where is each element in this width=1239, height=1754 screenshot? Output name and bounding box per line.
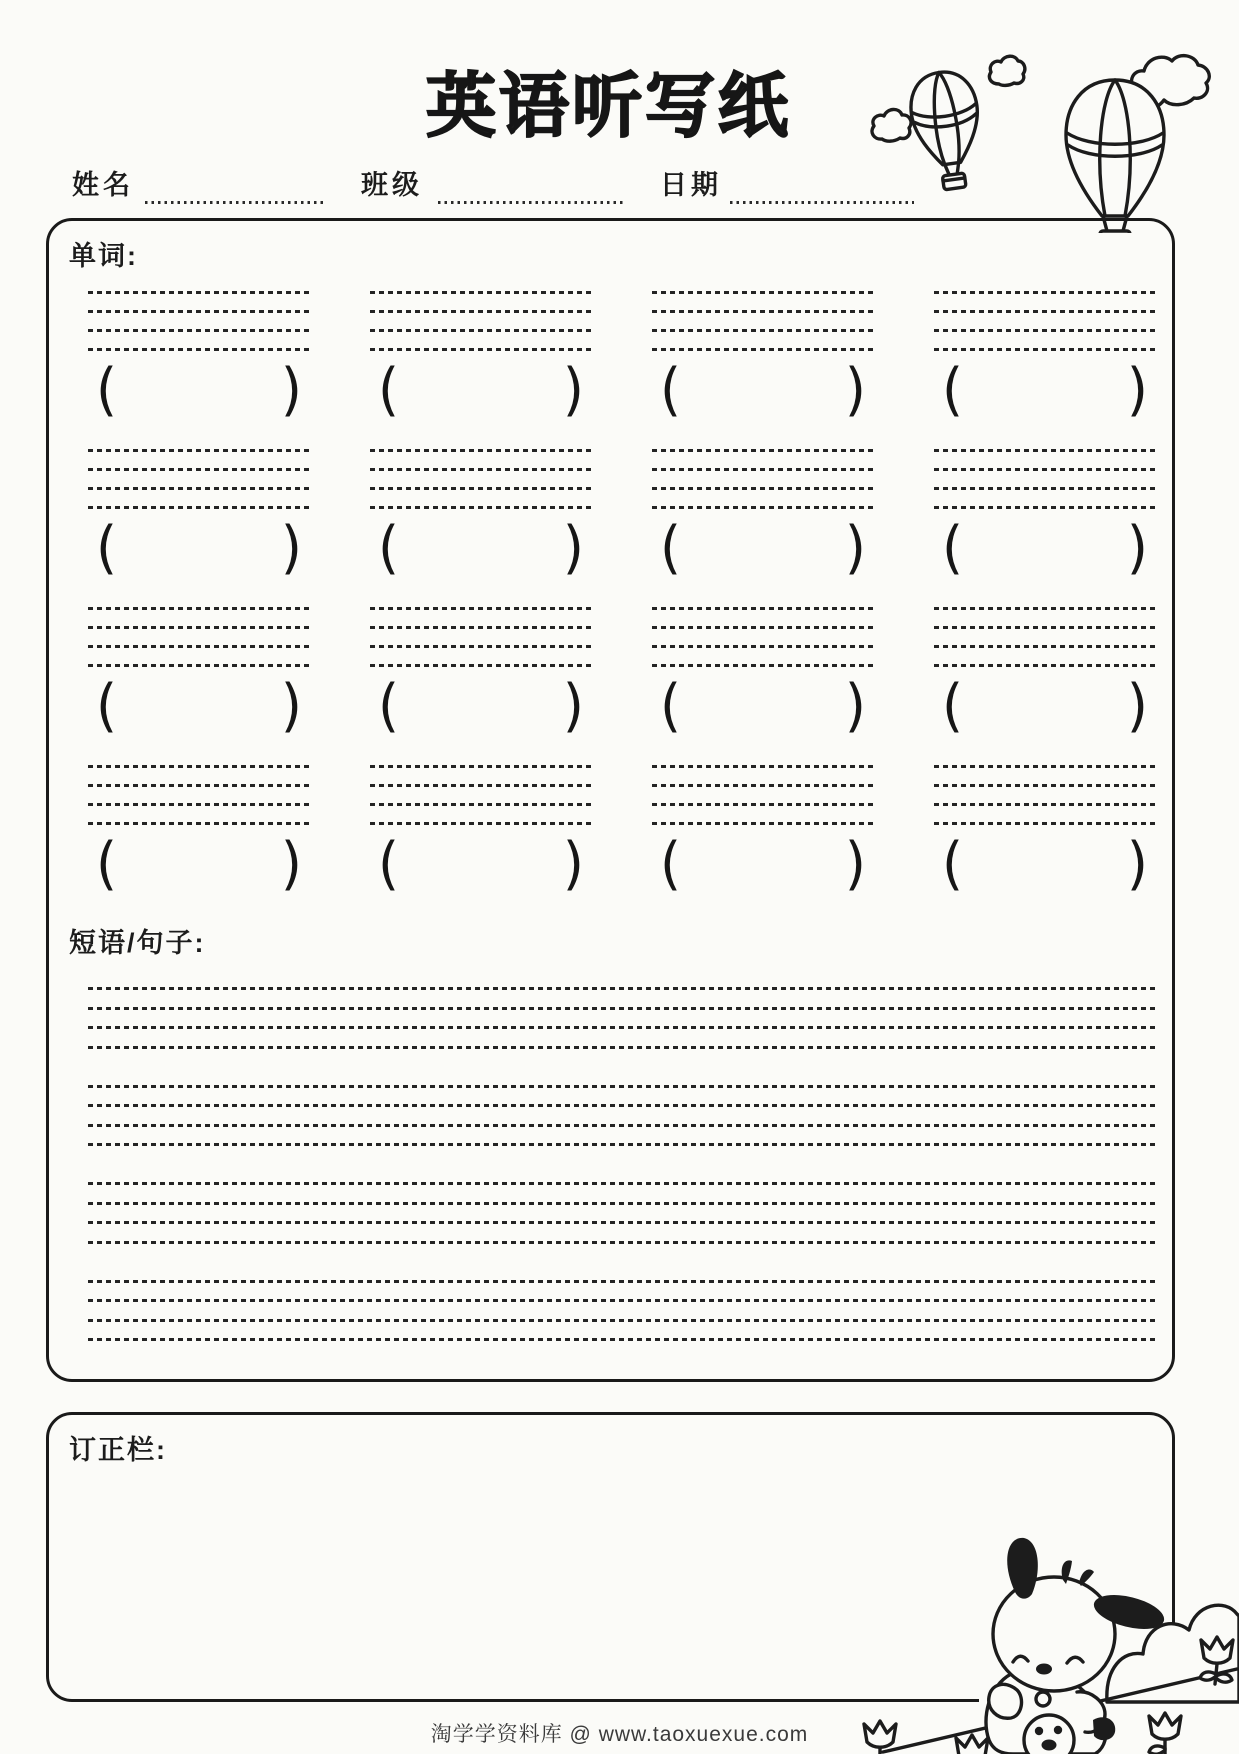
date-label: 日期 [660, 170, 722, 200]
word-check-parens [88, 356, 310, 423]
words-section-label: 单词: [69, 241, 138, 271]
footer-credit: 淘学学资料库 @ www.taoxuexue.com [430, 1723, 809, 1746]
word-writing-line [652, 291, 874, 294]
open-paren: ( [378, 356, 400, 423]
open-paren: ( [660, 672, 682, 739]
open-paren: ( [942, 356, 964, 423]
word-writing-line [370, 468, 592, 471]
phrase-writing-group [88, 987, 1157, 1049]
word-writing-line [88, 506, 310, 509]
word-writing-line [88, 664, 310, 667]
word-cell [934, 291, 1156, 423]
word-writing-line [934, 822, 1156, 825]
word-check-parens [370, 514, 592, 581]
close-paren: ) [280, 672, 302, 739]
class-field-line [438, 201, 626, 204]
word-cell [934, 607, 1156, 739]
close-paren: ) [844, 672, 866, 739]
phrase-writing-line [88, 1007, 1157, 1010]
page-title: 英语听写纸 [426, 67, 791, 145]
close-paren: ) [562, 356, 584, 423]
name-label: 姓名 [72, 170, 134, 200]
cloud-icon [989, 56, 1024, 85]
word-cell [88, 765, 310, 897]
word-writing-line [88, 291, 310, 294]
close-paren: ) [1126, 672, 1148, 739]
word-check-parens [934, 356, 1156, 423]
word-writing-line [934, 310, 1156, 313]
word-writing-line [88, 329, 310, 332]
open-paren: ( [942, 514, 964, 581]
close-paren: ) [280, 514, 302, 581]
word-writing-line [88, 487, 310, 490]
word-writing-line [934, 468, 1156, 471]
word-writing-line [652, 607, 874, 610]
word-check-parens [652, 830, 874, 897]
phrase-writing-line [88, 1182, 1157, 1185]
word-writing-line [934, 784, 1156, 787]
phrase-writing-line [88, 1280, 1157, 1283]
word-writing-line [370, 822, 592, 825]
word-writing-line [370, 626, 592, 629]
phrase-writing-group [88, 1085, 1157, 1147]
word-writing-line [370, 506, 592, 509]
word-check-parens [934, 830, 1156, 897]
hot-air-balloons-illustration [770, 38, 1239, 233]
word-check-parens [370, 672, 592, 739]
word-cell [88, 607, 310, 739]
word-writing-line [370, 664, 592, 667]
word-check-parens [934, 514, 1156, 581]
hot-air-balloon-large-icon [1066, 80, 1164, 233]
phrase-writing-line [88, 1143, 1157, 1146]
class-label: 班级 [361, 170, 423, 200]
cloud-icon [872, 109, 911, 141]
word-writing-line [934, 449, 1156, 452]
word-cell [370, 607, 592, 739]
hot-air-balloon-small-icon [906, 68, 988, 193]
open-paren: ( [96, 356, 118, 423]
word-writing-line [370, 607, 592, 610]
word-writing-line [652, 468, 874, 471]
word-cell [652, 607, 874, 739]
word-writing-line [88, 784, 310, 787]
word-writing-line [370, 449, 592, 452]
name-field-line [145, 201, 327, 204]
phrase-writing-line [88, 1221, 1157, 1224]
tulip-icon [1200, 1637, 1233, 1684]
word-writing-line [370, 765, 592, 768]
word-writing-line [934, 664, 1156, 667]
word-check-parens [370, 830, 592, 897]
phrase-writing-line [88, 1241, 1157, 1244]
word-writing-line [88, 645, 310, 648]
open-paren: ( [942, 672, 964, 739]
word-writing-line [88, 765, 310, 768]
word-check-parens [88, 830, 310, 897]
word-writing-line [370, 310, 592, 313]
open-paren: ( [378, 514, 400, 581]
close-paren: ) [844, 356, 866, 423]
word-cell [652, 291, 874, 423]
word-cell [88, 449, 310, 581]
word-check-parens [934, 672, 1156, 739]
correction-section-label: 订正栏: [69, 1435, 167, 1465]
word-writing-line [88, 468, 310, 471]
word-writing-line [370, 803, 592, 806]
close-paren: ) [1126, 356, 1148, 423]
phrase-writing-line [88, 1319, 1157, 1322]
phrases-lines [88, 987, 1157, 1377]
phrases-section-label: 短语/句子: [69, 928, 206, 958]
word-writing-line [652, 329, 874, 332]
word-cell [934, 765, 1156, 897]
word-cell [652, 765, 874, 897]
word-check-parens [652, 514, 874, 581]
word-writing-line [934, 348, 1156, 351]
phrase-writing-line [88, 1046, 1157, 1049]
word-cell [370, 765, 592, 897]
word-writing-line [88, 607, 310, 610]
phrase-writing-line [88, 1124, 1157, 1127]
word-cell [88, 291, 310, 423]
close-paren: ) [1126, 514, 1148, 581]
word-writing-line [934, 607, 1156, 610]
phrase-writing-line [88, 1202, 1157, 1205]
phrase-writing-group [88, 1280, 1157, 1342]
word-writing-line [652, 645, 874, 648]
open-paren: ( [96, 672, 118, 739]
word-writing-line [370, 645, 592, 648]
word-writing-line [652, 449, 874, 452]
open-paren: ( [660, 514, 682, 581]
phrase-writing-line [88, 1104, 1157, 1107]
word-writing-line [370, 291, 592, 294]
word-writing-line [370, 329, 592, 332]
phrase-writing-line [88, 1026, 1157, 1029]
word-cell [652, 449, 874, 581]
word-check-parens [370, 356, 592, 423]
word-check-parens [652, 672, 874, 739]
word-writing-line [934, 645, 1156, 648]
word-writing-line [88, 310, 310, 313]
word-writing-line [934, 506, 1156, 509]
phrase-writing-group [88, 1182, 1157, 1244]
word-writing-line [370, 348, 592, 351]
open-paren: ( [378, 672, 400, 739]
phrase-writing-line [88, 987, 1157, 990]
word-writing-line [652, 822, 874, 825]
open-paren: ( [378, 830, 400, 897]
word-writing-line [652, 784, 874, 787]
close-paren: ) [562, 830, 584, 897]
word-writing-line [934, 765, 1156, 768]
open-paren: ( [660, 356, 682, 423]
word-writing-line [88, 822, 310, 825]
word-writing-line [370, 784, 592, 787]
word-writing-line [934, 487, 1156, 490]
word-cell [370, 291, 592, 423]
word-check-parens [88, 514, 310, 581]
word-writing-line [88, 803, 310, 806]
word-writing-line [652, 487, 874, 490]
close-paren: ) [844, 514, 866, 581]
word-writing-line [652, 765, 874, 768]
word-check-parens [652, 356, 874, 423]
word-cell [934, 449, 1156, 581]
word-writing-line [652, 664, 874, 667]
word-writing-line [370, 487, 592, 490]
word-cell [370, 449, 592, 581]
word-writing-line [934, 626, 1156, 629]
word-writing-line [652, 506, 874, 509]
open-paren: ( [96, 830, 118, 897]
word-writing-line [934, 329, 1156, 332]
phrase-writing-line [88, 1299, 1157, 1302]
close-paren: ) [280, 356, 302, 423]
word-writing-line [934, 803, 1156, 806]
word-writing-line [88, 626, 310, 629]
word-check-parens [88, 672, 310, 739]
word-writing-line [934, 291, 1156, 294]
word-writing-line [652, 310, 874, 313]
word-writing-line [652, 626, 874, 629]
dictation-box [46, 218, 1175, 1382]
close-paren: ) [562, 672, 584, 739]
phrase-writing-line [88, 1085, 1157, 1088]
word-writing-line [88, 348, 310, 351]
words-grid [88, 291, 1156, 897]
close-paren: ) [562, 514, 584, 581]
word-writing-line [88, 449, 310, 452]
close-paren: ) [280, 830, 302, 897]
open-paren: ( [942, 830, 964, 897]
word-writing-line [652, 348, 874, 351]
pochacco-dog-illustration [839, 1528, 1239, 1754]
close-paren: ) [844, 830, 866, 897]
close-paren: ) [1126, 830, 1148, 897]
phrase-writing-line [88, 1338, 1157, 1341]
open-paren: ( [660, 830, 682, 897]
open-paren: ( [96, 514, 118, 581]
word-writing-line [652, 803, 874, 806]
